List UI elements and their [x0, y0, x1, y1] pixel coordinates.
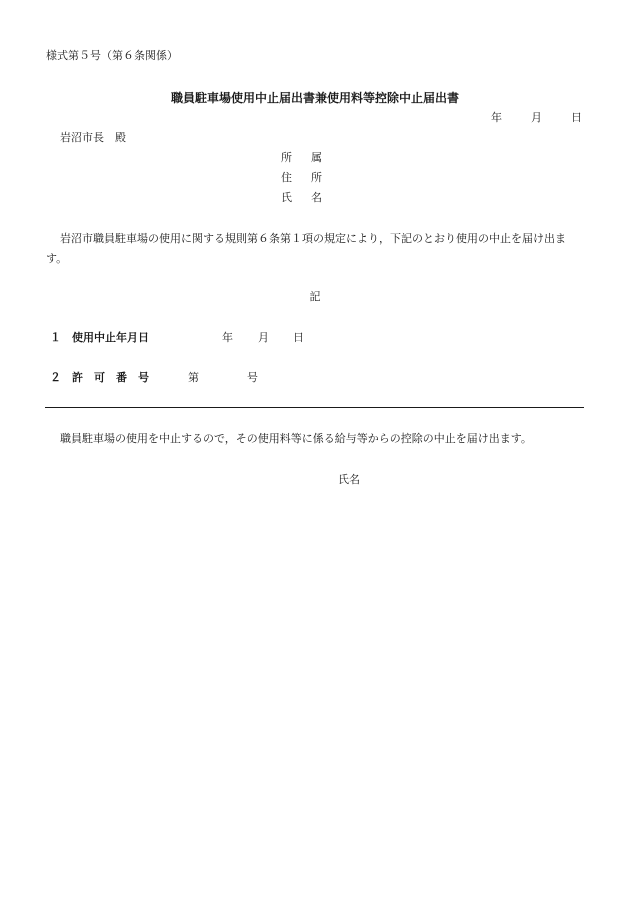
- applicant-name: [281, 191, 322, 205]
- stop-date-year-label: 年: [222, 331, 233, 344]
- addressee: 岩沼市長 殿: [60, 131, 126, 144]
- date-month-label: 月: [531, 111, 542, 124]
- permit-go-label: 号: [247, 371, 258, 384]
- item-permit-number-number: ２: [50, 371, 61, 384]
- name-label-1: 氏: [281, 191, 292, 204]
- applicant-address: [281, 171, 322, 185]
- form-number: 様式第５号（第６条関係）: [46, 49, 178, 62]
- item-stop-date-label: 使用中止年月日: [72, 331, 149, 344]
- body-text: 岩沼市職員駐車場の使用に関する規則第６条第１項の規定により，下記のとおり使用の中止を届け出ます。: [46, 232, 566, 265]
- address-label-2: 所: [311, 171, 322, 184]
- affiliation-label-2: 属: [311, 151, 322, 164]
- stop-date-month-label: 月: [258, 331, 269, 344]
- item-stop-date: [50, 331, 149, 345]
- applicant-affiliation: [281, 151, 322, 165]
- divider-line: [45, 407, 584, 408]
- item-permit-number-label: 許 可 番 号: [72, 371, 149, 384]
- date-day-label: 日: [571, 111, 582, 124]
- consent-text: 職員駐車場の使用を中止するので，その使用料等に係る給与等からの控除の中止を届け出ます。: [60, 432, 532, 445]
- submission-date: [491, 111, 582, 125]
- ki-heading: 記: [309, 290, 321, 303]
- affiliation-label-1: 所: [281, 151, 292, 164]
- stop-date-day-label: 日: [293, 331, 304, 344]
- item-permit-number: [50, 371, 149, 385]
- document-title: 職員駐車場使用中止届出書兼使用料等控除中止届出書: [170, 91, 459, 105]
- address-label-1: 住: [281, 171, 292, 184]
- permit-dai-label: 第: [188, 371, 199, 384]
- date-year-label: 年: [491, 111, 502, 124]
- signature-name-label: 氏名: [338, 473, 360, 486]
- item-stop-date-number: １: [50, 331, 61, 344]
- name-label-2: 名: [311, 191, 322, 204]
